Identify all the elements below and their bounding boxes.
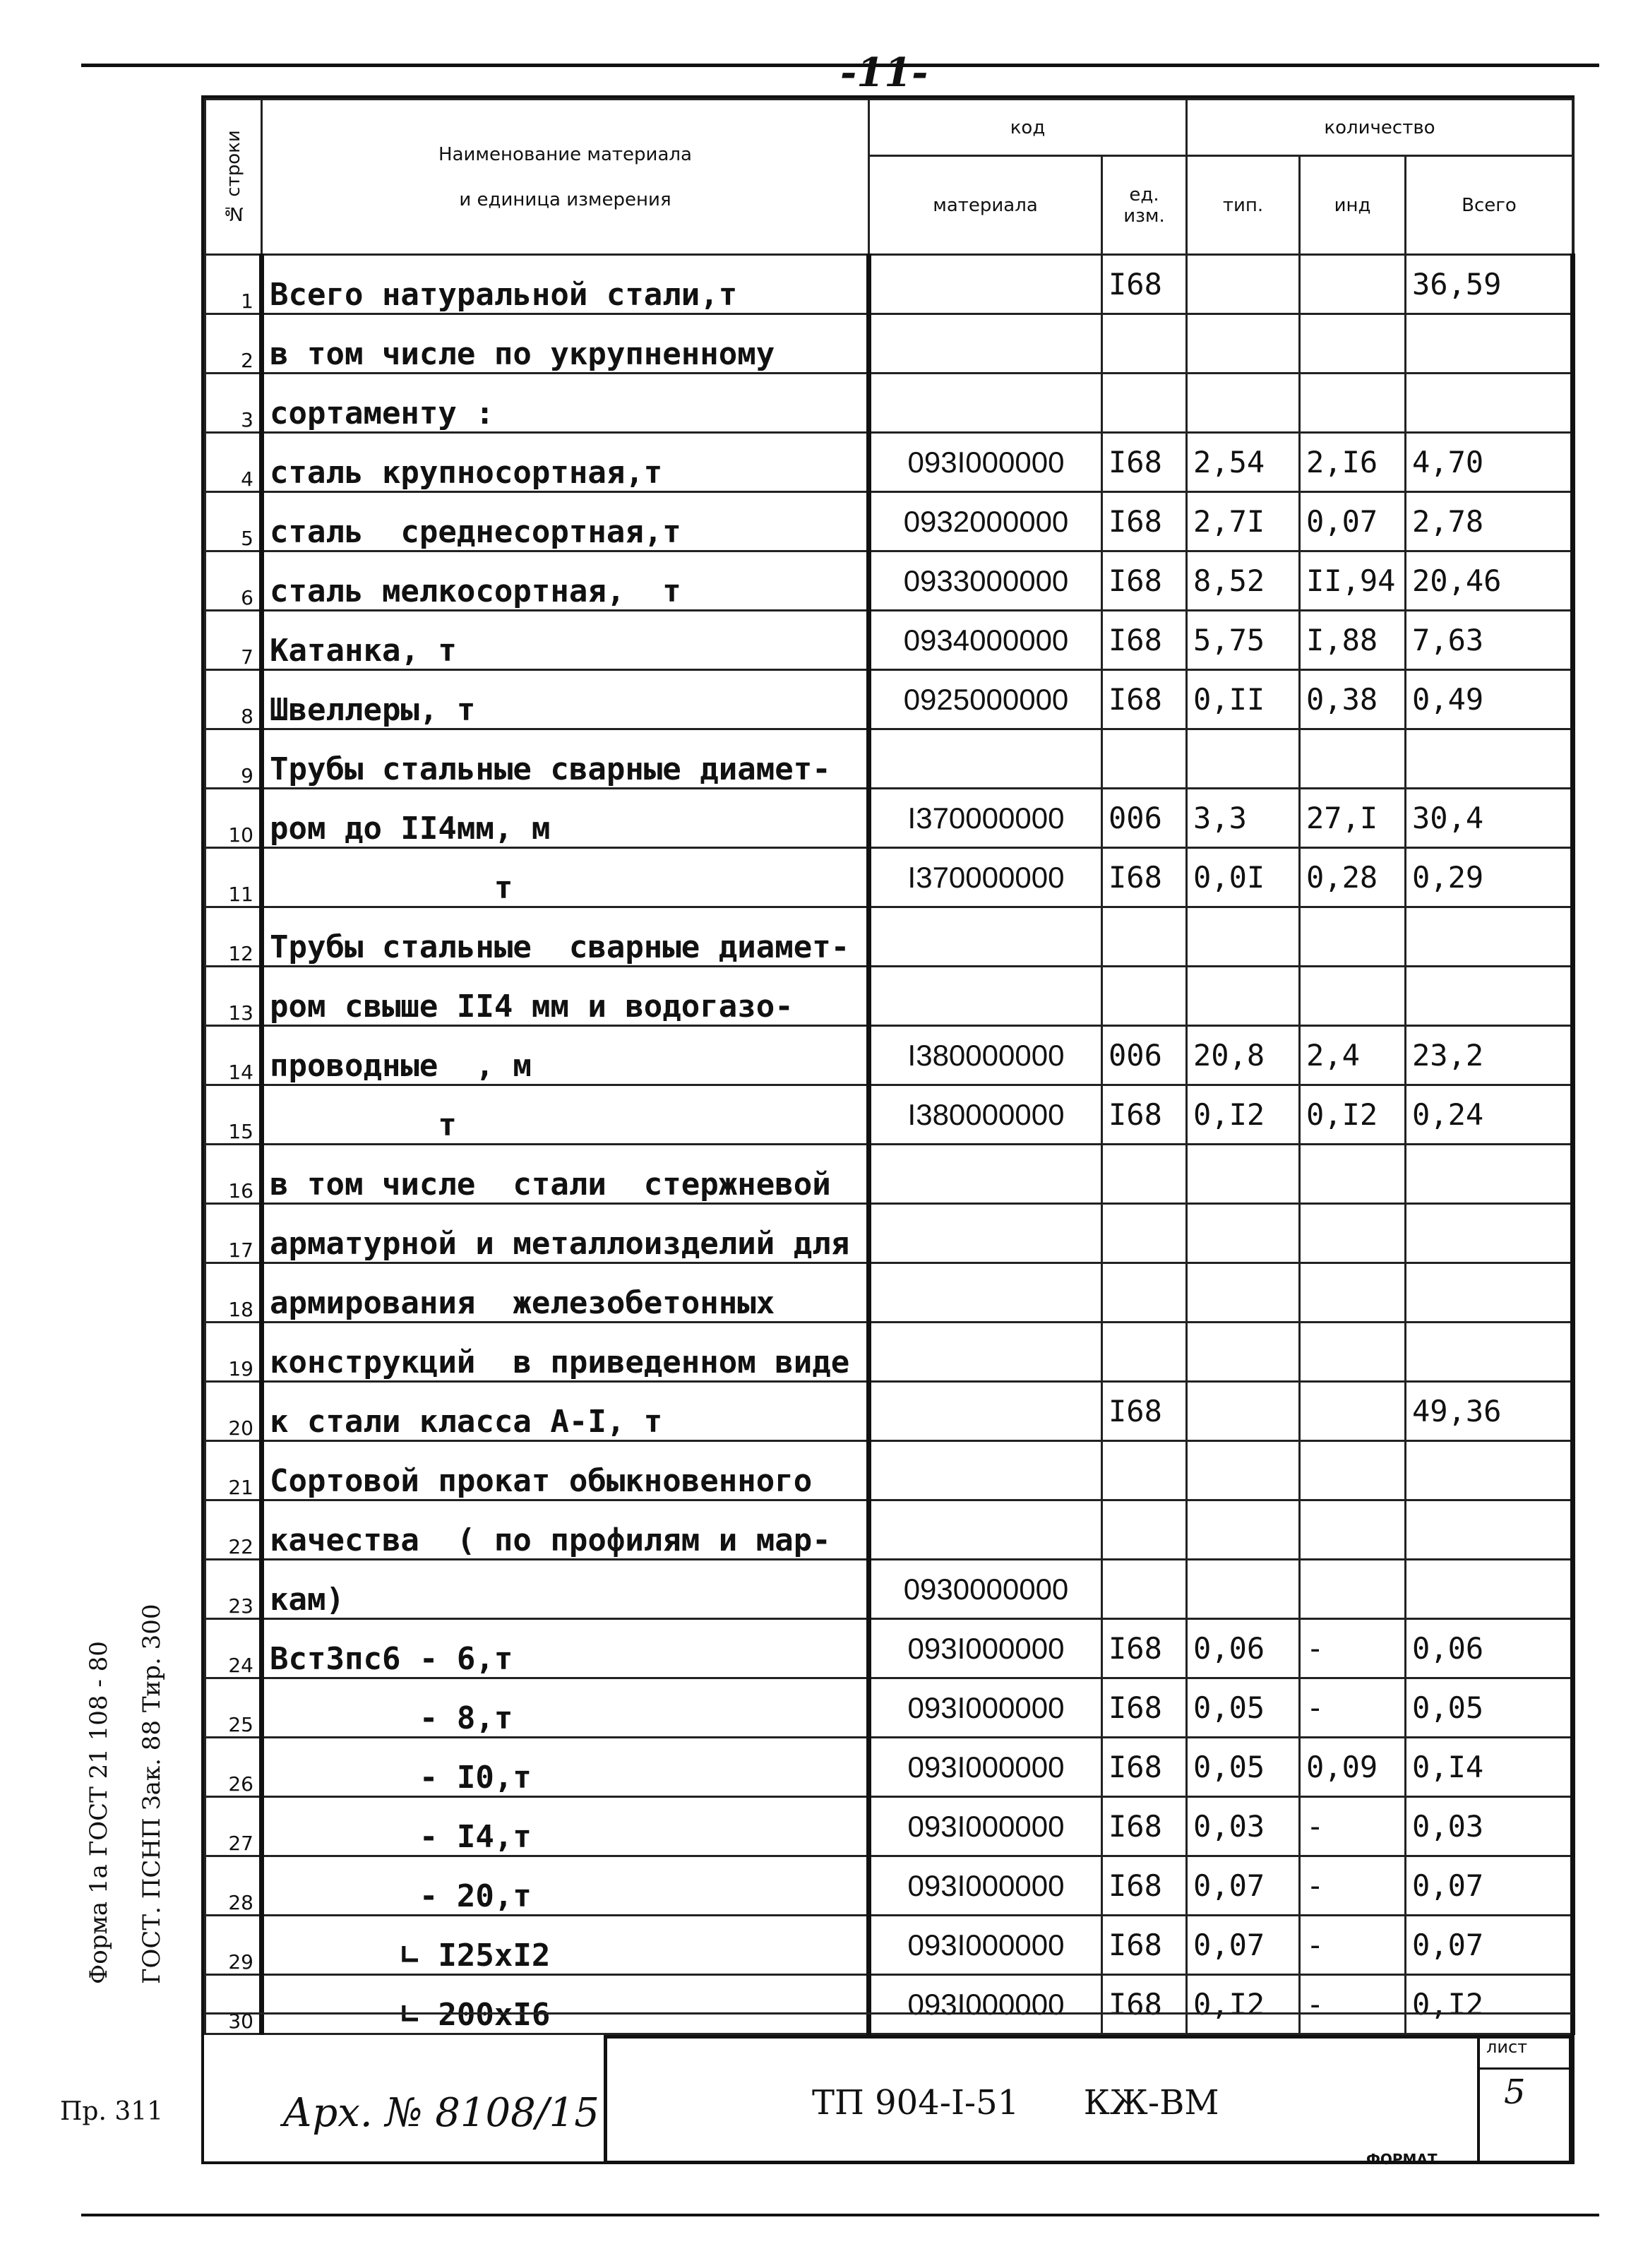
qty-typ-cell: 5,75 — [1187, 611, 1300, 670]
material-code-cell — [869, 1204, 1102, 1263]
row-number-cell: 11 — [205, 848, 262, 907]
table-row — [205, 848, 1573, 907]
archive-number: Арх. № 8108/15 — [282, 2090, 599, 2136]
material-name-cell: - 20,т — [262, 1856, 869, 1916]
qty-typ-cell — [1187, 374, 1300, 433]
material-code-cell: 093I000000 — [869, 1975, 1102, 2034]
table-row — [205, 1500, 1573, 1560]
material-code-cell: 093I000000 — [869, 1678, 1102, 1738]
material-code-cell: I370000000 — [869, 848, 1102, 907]
material-code-cell — [869, 967, 1102, 1026]
unit-code-cell: I68 — [1102, 433, 1187, 492]
qty-total-cell — [1406, 1263, 1573, 1323]
row-number-cell: 12 — [205, 907, 262, 967]
qty-total-cell: 0,I4 — [1406, 1738, 1573, 1797]
unit-code-cell — [1102, 374, 1187, 433]
qty-total-cell: 2,78 — [1406, 492, 1573, 551]
format-label: ФОРМАТ — [1366, 2151, 1438, 2168]
row-number-cell: 6 — [205, 551, 262, 611]
table-row — [205, 729, 1573, 789]
table-row — [205, 492, 1573, 551]
material-name-cell: арматурной и металлоизделий для — [262, 1204, 869, 1263]
qty-typ-cell: 0,03 — [1187, 1797, 1300, 1856]
qty-typ-cell: 2,54 — [1187, 433, 1300, 492]
qty-typ-cell — [1187, 1204, 1300, 1263]
material-code-cell: 0932000000 — [869, 492, 1102, 551]
qty-typ-cell: 0,I2 — [1187, 1085, 1300, 1145]
row-number-cell: 24 — [205, 1619, 262, 1678]
qty-total-cell: 0,I2 — [1406, 1975, 1573, 2034]
sheet-number: 5 — [1504, 2072, 1526, 2112]
material-code-cell: 093I000000 — [869, 1856, 1102, 1916]
qty-ind-cell — [1300, 729, 1406, 789]
table-row — [205, 314, 1573, 374]
row-number-cell: 27 — [205, 1797, 262, 1856]
qty-total-cell: 49,36 — [1406, 1382, 1573, 1441]
name-header-line2: и единица измерения — [459, 189, 671, 210]
unit-code-cell: I68 — [1102, 611, 1187, 670]
table-row — [205, 1797, 1573, 1856]
qty-typ-header: тип. — [1187, 156, 1300, 255]
qty-ind-cell: - — [1300, 1975, 1406, 2034]
code-material-header: материала — [869, 156, 1102, 255]
table-row — [205, 1916, 1573, 1975]
material-name-cell: ром до II4мм, м — [262, 789, 869, 848]
row-number-cell: 2 — [205, 314, 262, 374]
table-row — [205, 789, 1573, 848]
code-group-header: код — [869, 100, 1187, 156]
table-row — [205, 670, 1573, 729]
material-code-cell — [869, 1263, 1102, 1323]
qty-typ-cell: 0,06 — [1187, 1619, 1300, 1678]
qty-typ-cell — [1187, 1382, 1300, 1441]
qty-ind-cell — [1300, 1204, 1406, 1263]
material-name-cell: к стали класса A-I, т — [262, 1382, 869, 1441]
unit-code-cell — [1102, 1560, 1187, 1619]
qty-ind-cell — [1300, 1323, 1406, 1382]
qty-total-cell: 0,07 — [1406, 1916, 1573, 1975]
material-code-cell: 0933000000 — [869, 551, 1102, 611]
qty-total-cell — [1406, 729, 1573, 789]
qty-total-cell: 20,46 — [1406, 551, 1573, 611]
unit-code-cell — [1102, 1500, 1187, 1560]
unit-code-cell: I68 — [1102, 1975, 1187, 2034]
bottom-rule — [81, 2214, 1599, 2216]
document-designation: ТП 904-I-51 КЖ-ВМ — [812, 2083, 1219, 2123]
qty-ind-header: инд — [1300, 156, 1406, 255]
row-number-cell: 30 — [205, 1975, 262, 2034]
qty-typ-cell — [1187, 729, 1300, 789]
unit-code-cell: I68 — [1102, 1738, 1187, 1797]
qty-typ-cell — [1187, 314, 1300, 374]
row-number-cell: 4 — [205, 433, 262, 492]
qty-total-cell: 0,06 — [1406, 1619, 1573, 1678]
material-code-cell — [869, 1382, 1102, 1441]
table-row — [205, 1204, 1573, 1263]
material-code-cell: 0925000000 — [869, 670, 1102, 729]
qty-total-cell — [1406, 1145, 1573, 1204]
qty-total-cell — [1406, 1560, 1573, 1619]
material-name-cell: Всего натуральной стали,т — [262, 255, 869, 314]
qty-total-cell: 0,03 — [1406, 1797, 1573, 1856]
table-row — [205, 433, 1573, 492]
material-name-cell: ∟ I25xI2 — [262, 1916, 869, 1975]
page-number: -11- — [840, 49, 928, 96]
qty-total-cell — [1406, 374, 1573, 433]
material-name-cell: - I4,т — [262, 1797, 869, 1856]
material-name-cell: Трубы стальные сварные диамет- — [262, 907, 869, 967]
qty-total-cell — [1406, 1441, 1573, 1500]
table-row — [205, 1145, 1573, 1204]
qty-typ-cell: 20,8 — [1187, 1026, 1300, 1085]
qty-typ-cell: 0,05 — [1187, 1678, 1300, 1738]
print-note: ГОСТ. ПСНП Зак. 88 Тир. 300 — [138, 1604, 166, 1984]
material-name-cell: Вст3пс6 - 6,т — [262, 1619, 869, 1678]
qty-total-cell: 0,49 — [1406, 670, 1573, 729]
table-row — [205, 374, 1573, 433]
qty-ind-cell — [1300, 907, 1406, 967]
material-code-cell: I380000000 — [869, 1026, 1102, 1085]
material-code-cell: 093I000000 — [869, 1619, 1102, 1678]
unit-code-cell: I68 — [1102, 1856, 1187, 1916]
unit-code-cell — [1102, 1145, 1187, 1204]
qty-ind-cell: 2,4 — [1300, 1026, 1406, 1085]
row-number-cell: 10 — [205, 789, 262, 848]
table-row — [205, 1263, 1573, 1323]
material-name-cell: Швеллеры, т — [262, 670, 869, 729]
unit-code-cell: I68 — [1102, 1916, 1187, 1975]
qty-total-cell — [1406, 314, 1573, 374]
table-row — [205, 611, 1573, 670]
qty-total-cell: 0,29 — [1406, 848, 1573, 907]
material-code-cell — [869, 729, 1102, 789]
unit-code-cell — [1102, 907, 1187, 967]
sheet-label: лист — [1486, 2037, 1528, 2057]
row-number-cell: 21 — [205, 1441, 262, 1500]
qty-total-cell: 36,59 — [1406, 255, 1573, 314]
qty-ind-cell: 2,I6 — [1300, 433, 1406, 492]
unit-code-cell: I68 — [1102, 1678, 1187, 1738]
form-note: Форма 1а ГОСТ 21 108 - 80 — [85, 1641, 113, 1984]
material-name-cell: армирования железобетонных — [262, 1263, 869, 1323]
material-name-cell: сталь среднесортная,т — [262, 492, 869, 551]
qty-ind-cell: - — [1300, 1678, 1406, 1738]
qty-typ-cell: 8,52 — [1187, 551, 1300, 611]
unit-code-cell: I68 — [1102, 670, 1187, 729]
table-row — [205, 967, 1573, 1026]
qty-total-cell — [1406, 907, 1573, 967]
qty-ind-cell: II,94 — [1300, 551, 1406, 611]
row-number-cell: 8 — [205, 670, 262, 729]
table-row — [205, 907, 1573, 967]
material-code-cell: I370000000 — [869, 789, 1102, 848]
qty-total-cell: 0,24 — [1406, 1085, 1573, 1145]
qty-ind-cell — [1300, 255, 1406, 314]
row-number-cell: 28 — [205, 1856, 262, 1916]
table-row — [205, 1678, 1573, 1738]
row-number-cell: 23 — [205, 1560, 262, 1619]
table-row — [205, 1441, 1573, 1500]
qty-ind-cell — [1300, 1560, 1406, 1619]
unit-code-cell: I68 — [1102, 1619, 1187, 1678]
unit-code-cell: I68 — [1102, 1797, 1187, 1856]
qty-typ-cell — [1187, 1441, 1300, 1500]
qty-total-cell — [1406, 1500, 1573, 1560]
qty-ind-cell: 0,I2 — [1300, 1085, 1406, 1145]
material-name-cell: качества ( по профилям и мар- — [262, 1500, 869, 1560]
qty-typ-cell — [1187, 1145, 1300, 1204]
qty-ind-cell — [1300, 374, 1406, 433]
qty-ind-cell — [1300, 1263, 1406, 1323]
material-name-cell: конструкций в приведенном виде — [262, 1323, 869, 1382]
quantity-group-header: количество — [1187, 100, 1573, 156]
material-name-cell: в том числе стали стержневой — [262, 1145, 869, 1204]
table-row — [205, 1085, 1573, 1145]
qty-typ-cell: 0,07 — [1187, 1916, 1300, 1975]
material-name-cell: Катанка, т — [262, 611, 869, 670]
row-number-cell: 18 — [205, 1263, 262, 1323]
row-number-cell: 3 — [205, 374, 262, 433]
sheet-divider — [1477, 2067, 1572, 2070]
qty-ind-cell: 0,28 — [1300, 848, 1406, 907]
qty-ind-cell — [1300, 967, 1406, 1026]
unit-code-cell — [1102, 314, 1187, 374]
qty-typ-cell: 0,I2 — [1187, 1975, 1300, 2034]
material-code-cell: I380000000 — [869, 1085, 1102, 1145]
material-code-cell — [869, 314, 1102, 374]
row-number-header: № строки — [205, 100, 262, 255]
table-row — [205, 1382, 1573, 1441]
qty-total-cell: 0,05 — [1406, 1678, 1573, 1738]
qty-typ-cell: 0,05 — [1187, 1738, 1300, 1797]
row-number-cell: 19 — [205, 1323, 262, 1382]
row-number-cell: 7 — [205, 611, 262, 670]
qty-ind-cell — [1300, 1382, 1406, 1441]
qty-typ-cell: 2,7I — [1187, 492, 1300, 551]
unit-code-cell — [1102, 1204, 1187, 1263]
qty-typ-cell — [1187, 967, 1300, 1026]
unit-code-cell: I68 — [1102, 848, 1187, 907]
unit-code-cell — [1102, 729, 1187, 789]
row-number-cell: 16 — [205, 1145, 262, 1204]
unit-code-cell — [1102, 967, 1187, 1026]
unit-code-cell: I68 — [1102, 1382, 1187, 1441]
qty-total-cell: 30,4 — [1406, 789, 1573, 848]
material-code-cell — [869, 255, 1102, 314]
row-number-cell: 17 — [205, 1204, 262, 1263]
material-name-cell: - I0,т — [262, 1738, 869, 1797]
material-name-cell: т — [262, 1085, 869, 1145]
material-code-cell: 093I000000 — [869, 1738, 1102, 1797]
row-number-cell: 20 — [205, 1382, 262, 1441]
material-code-cell: 0930000000 — [869, 1560, 1102, 1619]
row-number-cell: 13 — [205, 967, 262, 1026]
qty-typ-cell: 0,II — [1187, 670, 1300, 729]
qty-ind-cell: - — [1300, 1916, 1406, 1975]
qty-ind-cell — [1300, 1145, 1406, 1204]
row-number-cell: 15 — [205, 1085, 262, 1145]
unit-code-cell: 006 — [1102, 789, 1187, 848]
material-name-cell: Сортовой прокат обыкновенного — [262, 1441, 869, 1500]
qty-total-cell: 0,07 — [1406, 1856, 1573, 1916]
row-number-cell: 5 — [205, 492, 262, 551]
material-code-cell — [869, 1145, 1102, 1204]
qty-typ-cell — [1187, 1500, 1300, 1560]
name-header-line1: Наименование материала — [438, 143, 692, 165]
qty-typ-cell — [1187, 1263, 1300, 1323]
qty-ind-cell: - — [1300, 1797, 1406, 1856]
qty-ind-cell: I,88 — [1300, 611, 1406, 670]
qty-ind-cell: 0,09 — [1300, 1738, 1406, 1797]
qty-typ-cell: 3,3 — [1187, 789, 1300, 848]
unit-code-cell — [1102, 1441, 1187, 1500]
unit-code-cell: I68 — [1102, 551, 1187, 611]
material-name-cell: Трубы стальные сварные диамет- — [262, 729, 869, 789]
unit-code-cell — [1102, 1263, 1187, 1323]
table-row — [205, 1619, 1573, 1678]
qty-typ-cell — [1187, 907, 1300, 967]
row-number-cell: 25 — [205, 1678, 262, 1738]
unit-code-cell: I68 — [1102, 492, 1187, 551]
qty-total-cell: 4,70 — [1406, 433, 1573, 492]
material-name-cell: сталь мелкосортная, т — [262, 551, 869, 611]
qty-typ-cell — [1187, 255, 1300, 314]
qty-ind-cell — [1300, 314, 1406, 374]
material-name-cell: ∟ 200xI6 — [262, 1975, 869, 2034]
table-row — [205, 255, 1573, 314]
qty-ind-cell: 0,38 — [1300, 670, 1406, 729]
qty-ind-cell: - — [1300, 1856, 1406, 1916]
qty-typ-cell: 0,07 — [1187, 1856, 1300, 1916]
row-number-cell: 29 — [205, 1916, 262, 1975]
material-code-cell — [869, 1441, 1102, 1500]
qty-total-cell — [1406, 1204, 1573, 1263]
material-code-cell — [869, 907, 1102, 967]
material-name-cell: сортаменту : — [262, 374, 869, 433]
material-code-cell — [869, 374, 1102, 433]
order-note: Пр. 311 — [60, 2097, 164, 2126]
material-name-cell: кам) — [262, 1560, 869, 1619]
material-name-cell: в том числе по укрупненному — [262, 314, 869, 374]
qty-ind-cell — [1300, 1500, 1406, 1560]
unit-code-cell — [1102, 1323, 1187, 1382]
table-row — [205, 551, 1573, 611]
material-name-cell: сталь крупносортная,т — [262, 433, 869, 492]
material-name-cell: т — [262, 848, 869, 907]
qty-ind-cell — [1300, 1441, 1406, 1500]
qty-ind-cell: 27,I — [1300, 789, 1406, 848]
name-header — [262, 100, 869, 255]
material-code-cell — [869, 1500, 1102, 1560]
qty-ind-cell: - — [1300, 1619, 1406, 1678]
table-row — [205, 1026, 1573, 1085]
qty-total-cell — [1406, 1323, 1573, 1382]
qty-total-cell: 23,2 — [1406, 1026, 1573, 1085]
unit-code-cell: 006 — [1102, 1026, 1187, 1085]
qty-ind-cell: 0,07 — [1300, 492, 1406, 551]
row-number-cell: 9 — [205, 729, 262, 789]
code-unit-header: ед. изм. — [1102, 156, 1187, 255]
row-number-cell: 1 — [205, 255, 262, 314]
material-code-cell: 093I000000 — [869, 1797, 1102, 1856]
table-row — [205, 1856, 1573, 1916]
qty-total-cell — [1406, 967, 1573, 1026]
qty-total-header: Всего — [1406, 156, 1573, 255]
material-code-cell: 093I000000 — [869, 433, 1102, 492]
row-number-cell: 14 — [205, 1026, 262, 1085]
unit-code-cell: I68 — [1102, 255, 1187, 314]
table-row — [205, 1323, 1573, 1382]
material-name-cell: - 8,т — [262, 1678, 869, 1738]
materials-table — [204, 98, 1575, 2035]
row-number-cell: 26 — [205, 1738, 262, 1797]
table-row — [205, 1560, 1573, 1619]
qty-typ-cell — [1187, 1560, 1300, 1619]
material-code-cell: 0934000000 — [869, 611, 1102, 670]
qty-typ-cell: 0,0I — [1187, 848, 1300, 907]
material-name-cell: проводные , м — [262, 1026, 869, 1085]
material-name-cell: ром свыше II4 мм и водогазо- — [262, 967, 869, 1026]
qty-typ-cell — [1187, 1323, 1300, 1382]
qty-total-cell: 7,63 — [1406, 611, 1573, 670]
material-code-cell: 093I000000 — [869, 1916, 1102, 1975]
table-row — [205, 1738, 1573, 1797]
unit-code-cell: I68 — [1102, 1085, 1187, 1145]
material-code-cell — [869, 1323, 1102, 1382]
row-number-cell: 22 — [205, 1500, 262, 1560]
